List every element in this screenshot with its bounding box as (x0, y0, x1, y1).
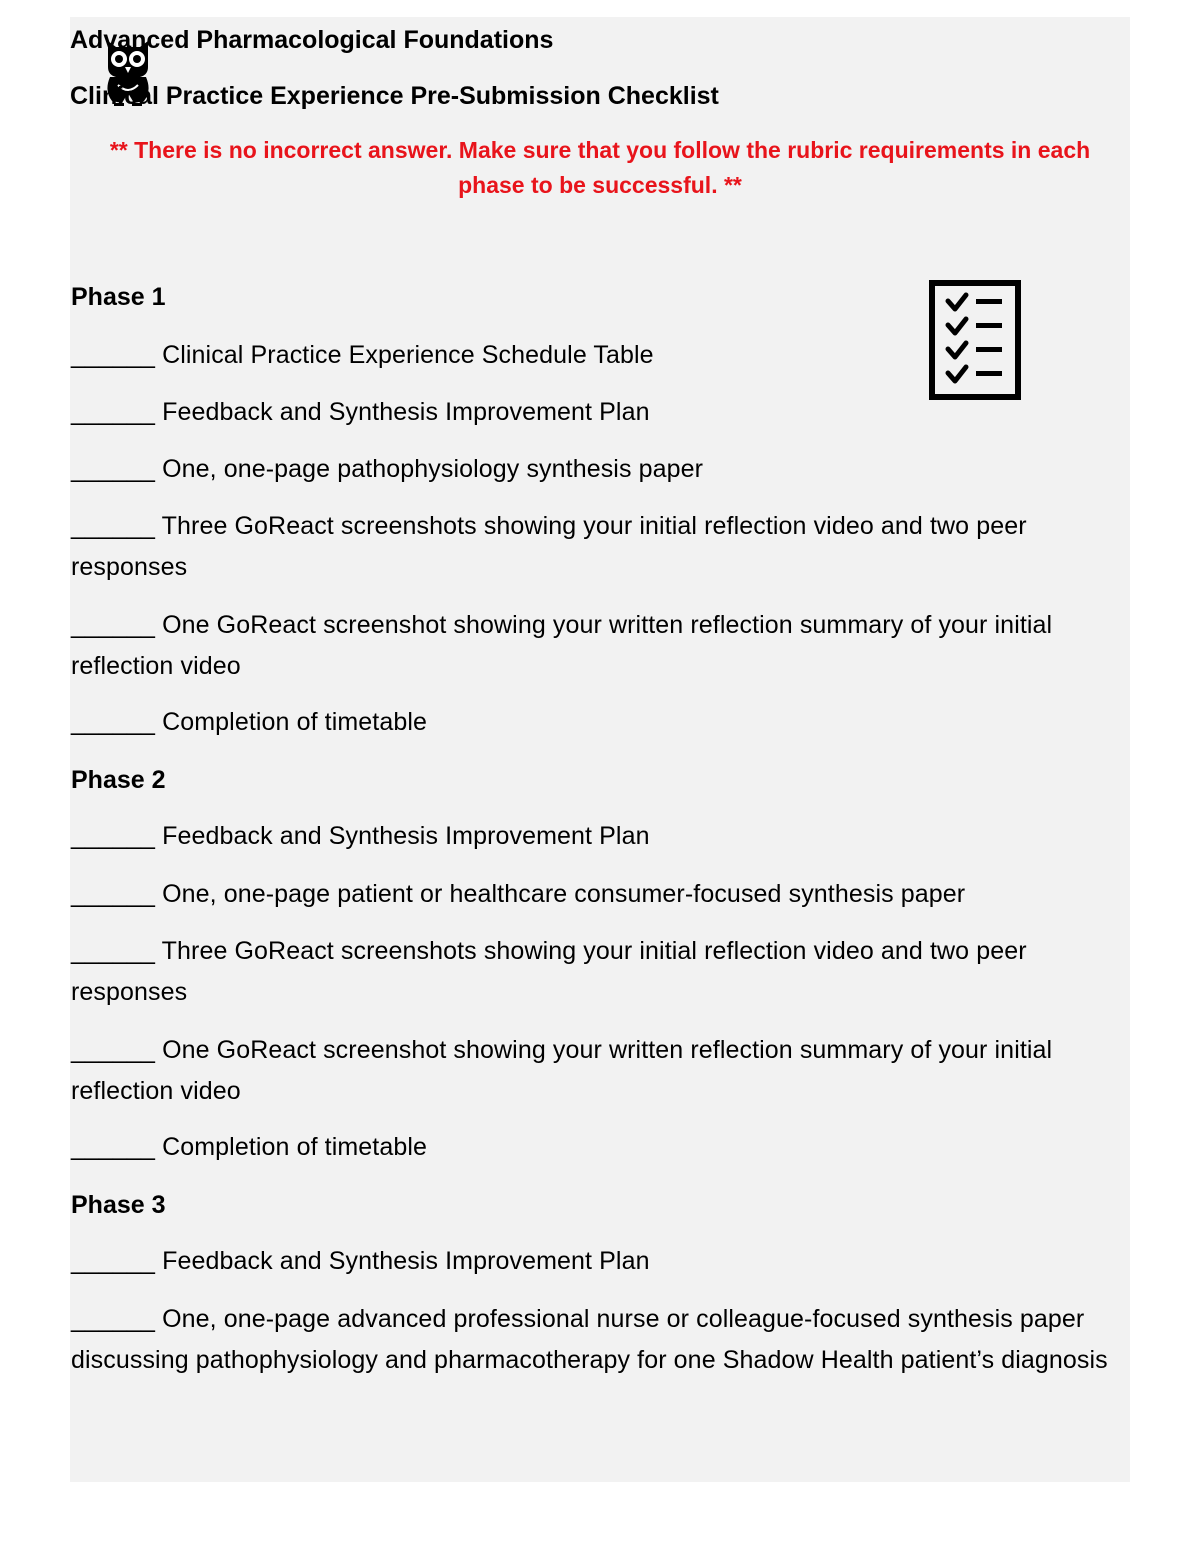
checklist-item: ______ Feedback and Synthesis Improvement Plan (71, 1247, 650, 1275)
document-subtitle: Clinical Practice Experience Pre-Submission Checklist (70, 82, 719, 110)
checklist-item: ______ One, one-page patient or healthcare consumer-focused synthesis paper (71, 880, 966, 908)
checklist-item: ______ Feedback and Synthesis Improvement Plan (71, 822, 650, 850)
phase-heading: Phase 1 (71, 283, 166, 311)
blank-line: ______ (71, 341, 156, 369)
instruction-note: ** There is no incorrect answer. Make sure that you follow the rubric requirements in each phase to be successful. ** (109, 137, 1091, 198)
checklist-item: ______ One GoReact screenshot showing your written reflection summary of your initial reflection video (71, 611, 1053, 680)
checklist-item: ______ One, one-page advanced professional nurse or colleague-focused synthesis paper discussing pathophysiology and pharmacotherapy for one Shadow Health patient’s diagnosis (71, 1305, 1108, 1374)
checklist-item: ______ Completion of timetable (71, 708, 428, 736)
document-page (70, 17, 1130, 1482)
blank-line: ______ (71, 1305, 156, 1333)
checklist-item: ______ Completion of timetable (71, 1133, 428, 1161)
blank-line: ______ (71, 822, 156, 850)
checklist-item: ______ Three GoReact screenshots showing your initial reflection video and two peer responses (71, 512, 1027, 581)
blank-line: ______ (71, 611, 156, 639)
checklist-item: ______ Clinical Practice Experience Schedule Table (71, 341, 654, 369)
blank-line: ______ (71, 455, 156, 483)
phase-heading: Phase 2 (71, 766, 166, 794)
checklist-item: ______ One, one-page pathophysiology synthesis paper (71, 455, 704, 483)
blank-line: ______ (71, 937, 156, 965)
blank-line: ______ (71, 708, 156, 736)
checklist-item: ______ Three GoReact screenshots showing your initial reflection video and two peer responses (71, 937, 1027, 1006)
blank-line: ______ (71, 398, 156, 426)
blank-line: ______ (71, 1133, 156, 1161)
phase-heading: Phase 3 (71, 1191, 166, 1219)
checklist-item: ______ One GoReact screenshot showing your written reflection summary of your initial reflection video (71, 1036, 1053, 1105)
checklist-item: ______ Feedback and Synthesis Improvement Plan (71, 398, 650, 426)
blank-line: ______ (71, 512, 156, 540)
blank-line: ______ (71, 1247, 156, 1275)
blank-line: ______ (71, 880, 156, 908)
document-title: Advanced Pharmacological Foundations (70, 26, 554, 54)
blank-line: ______ (71, 1036, 156, 1064)
